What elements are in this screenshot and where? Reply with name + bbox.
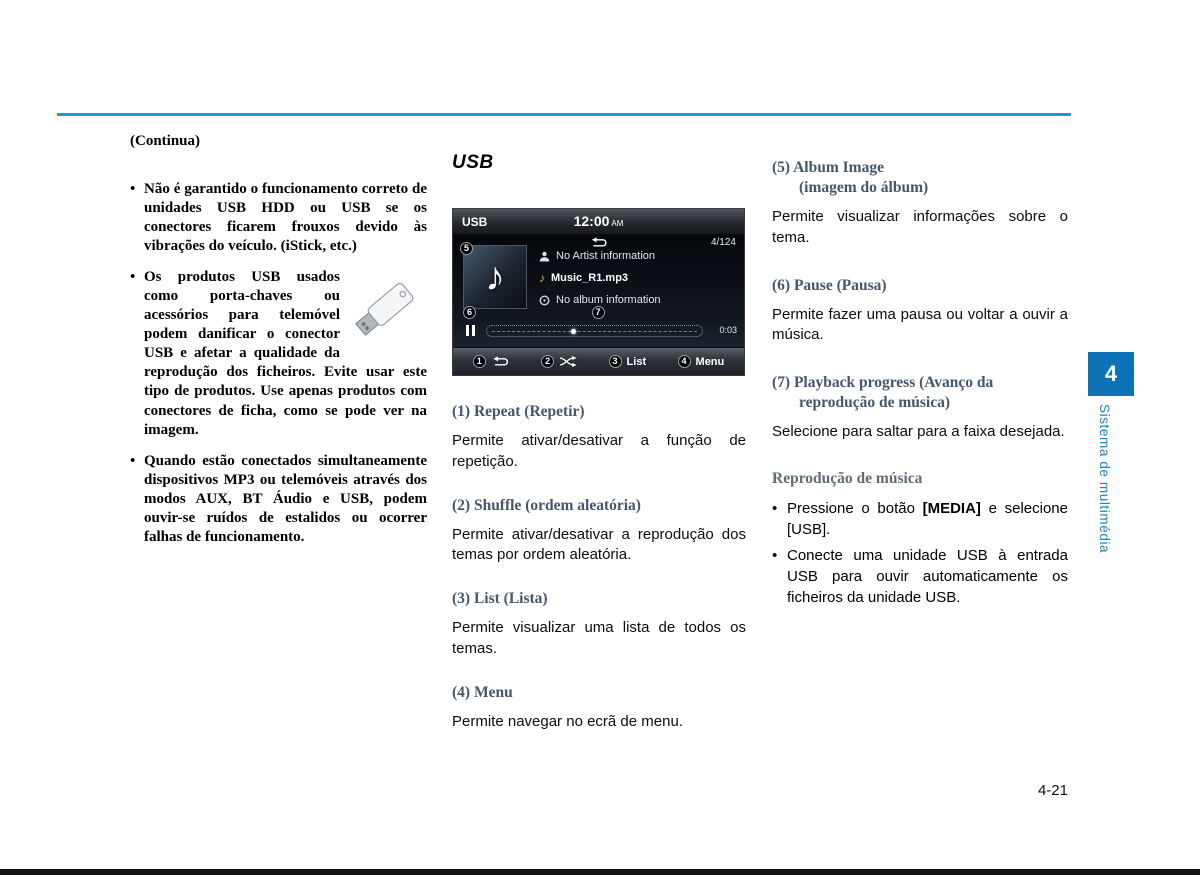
numbered-item-3 [452,589,746,660]
progress-handle [571,329,576,334]
bullet-text-post: e selecione [USB]. [787,500,1068,539]
item-body: Permite visualizar informações sobre o tema. [772,208,1068,246]
album-line [539,293,740,307]
device-clock [574,213,624,231]
item-heading: (4) Menu [452,683,513,701]
callout-badge-1: 1 [473,355,486,368]
bullet-text: • Quando estão conectados simultaneamente dispositivos MP3 ou telemóveis através dos modos AUX, BT Áudio e USB, podem ouvir-se ruídos de estalidos ou ocorrer falhas de funcionamento. [144,452,427,545]
item-body: Selecione para saltar para a faixa desejada. [772,423,1065,441]
title-line: ♪ Music_R1.mp3 [539,271,629,285]
list-item [130,268,427,439]
bullet-text-content: Os produtos USB usados como porta-chaves ou acessórios para telemóvel podem danificar o conector USB e afetar a qualidade da reprodução dos ficheiros. Evite usar este tipo de produtos. Use apenas produtos com conectores de ficha, como se pode ver na imagem. [144,269,427,438]
chapter-title-vertical: Sistema de multimédia [1097,404,1112,554]
menu-button-label: Menu [695,355,725,368]
title-text: Music_R1.mp3 [551,272,629,284]
callout-badge-6: 6 [463,306,476,319]
music-note-icon: ♪ [485,255,505,299]
heading-line1: (7) Playback progress (Avanço da [772,374,994,392]
numbered-item-7 [772,373,1068,443]
bullet-text [787,498,1068,541]
bullet-text-pre: Pressione o botão [787,500,923,518]
continued-label: (Continua) [130,133,201,149]
numbered-item-2 [452,496,746,567]
progress-track [492,331,697,332]
track-counter: 4/124 [710,237,736,248]
callout-badge-3: 3 [609,355,622,368]
heading-line2: reprodução de música) [799,394,950,412]
bullet-text: • Conecte uma unidade USB à entrada USB para ouvir automaticamente os ficheiros da unidade USB. [787,546,1068,607]
item-body: Permite ativar/desativar a função de repetição. [452,432,746,470]
list-item [130,180,427,256]
menu-button [678,355,725,368]
heading-line1: (5) Album Image [772,159,884,176]
repeat-button [473,355,510,368]
chapter-tab: 4 [1088,352,1134,396]
page-number: 4-21 [1037,782,1068,799]
item-heading [772,158,1068,198]
page-bottom-edge [0,869,1200,875]
heading-line1: (6) Pause (Pausa) [772,276,887,294]
callout-badge-5: 5 [460,242,473,255]
repeat-state-icon [589,237,608,249]
shuffle-icon [559,356,577,367]
callout-badge-2: 2 [541,355,554,368]
callout-badge-4: 4 [678,355,691,368]
device-screenshot [452,208,746,376]
numbered-item-5 [772,158,1068,249]
playback-progress-bar [486,325,703,337]
album-text: No album information [556,294,661,306]
section-title: USB [452,152,494,173]
track-info [539,249,740,315]
list-button-label: List [626,355,647,368]
callout-badge-7: 7 [592,306,605,319]
numbered-item-6 [772,276,1068,347]
subsection-heading: Reprodução de música [772,470,923,488]
shuffle-button [541,355,577,368]
numbered-item-1 [452,402,746,473]
item-body: Permite ativar/desativar a reprodução dos temas por ordem aleatória. [452,525,746,564]
pause-icon [466,325,475,336]
repeat-icon [491,356,510,368]
item-body: Permite navegar no ecrã de menu. [452,712,683,730]
album-art [463,245,527,309]
numbered-item-4 [452,683,746,733]
clock-time: 12:00 [573,213,610,229]
music-playback-section [772,470,1068,608]
elapsed-time: 0:03 [719,325,737,335]
device-main-area [453,234,744,349]
disc-icon [539,295,550,306]
item-heading: (1) Repeat (Repetir) [452,403,585,420]
header-rule [57,113,1071,116]
bullet-text: • Não é garantido o funcionamento correto de unidades USB HDD ou USB se os conectores ficarem frouxos devido às vibrações do veículo. (iStick, etc.) [144,181,427,255]
item-body: Permite fazer uma pausa ou voltar a ouvir a música. [772,305,1068,344]
item-body: Permite visualizar uma lista de todos os temas. [452,619,746,657]
device-button-bar [453,347,744,375]
item-heading [772,276,1068,296]
usb-stick-image [347,270,427,346]
item-heading: (3) List (Lista) [452,590,548,608]
bullet-text [144,268,427,439]
device-source-label: USB [462,214,488,229]
list-item [130,452,427,547]
item-heading: (2) Shuffle (ordem aleatória) [452,496,641,514]
middle-column [452,152,746,755]
heading-line2: (imagem do álbum) [799,179,929,197]
media-button-reference: [MEDIA] [922,500,981,518]
item-heading [772,373,1068,413]
artist-text: No Artist information [556,250,656,262]
artist-line [539,249,740,263]
right-column [772,158,1068,613]
head-unit-screen [452,208,745,376]
device-status-bar [453,209,744,234]
left-column [130,133,427,559]
list-button [609,355,647,368]
list-item [772,545,1068,609]
person-icon [539,251,550,262]
list-item [772,498,1068,541]
clock-ampm: AM [611,219,624,228]
